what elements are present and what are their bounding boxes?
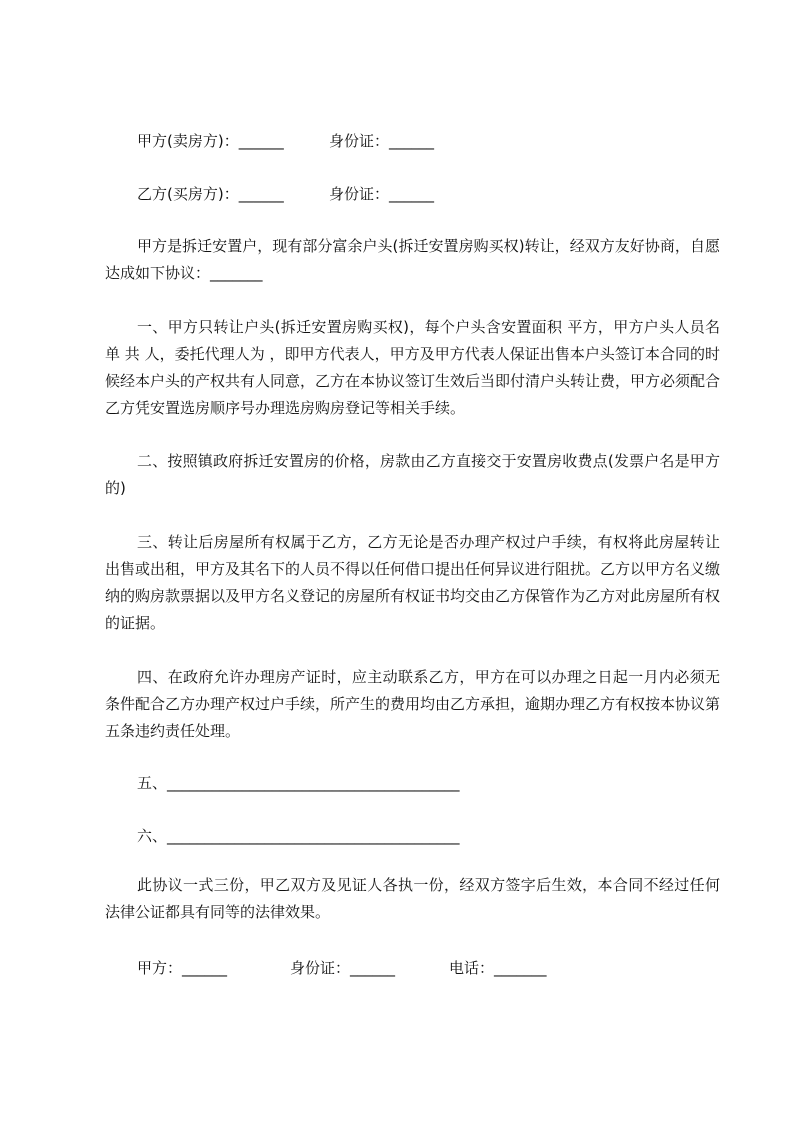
signature-party-a: 甲方：______ xyxy=(137,959,228,977)
intro-paragraph: 甲方是拆迁安置户，现有部分富余户头(拆迁安置房购买权)转让，经双方友好协商，自愿达成如下协议：_______ xyxy=(105,237,720,282)
party-a-id-label: 身份证：______ xyxy=(329,132,435,150)
clause-3: 三、转让后房屋所有权属于乙方，乙方无论是否办理产权过户手续，有权将此房屋转让出售或出租，甲方及其名下的人员不得以任何借口提出任何异议进行阻扰。乙方以甲方名义缴纳的购房款票据以及甲方名义登记的房屋所有权证书均交由乙方保管作为乙方对此房屋所有权的证据。 xyxy=(105,533,721,632)
party-a-label: 甲方(卖房方)：______ xyxy=(137,132,284,150)
closing-paragraph: 此协议一式三份，甲乙双方及见证人各执一份，经双方签字后生效，本合同不经过任何法律公证都具有同等的法律效果。 xyxy=(105,876,720,921)
clause-2: 二、按照镇政府拆迁安置房的价格，房款由乙方直接交于安置房收费点(发票户名是甲方的) xyxy=(105,452,720,497)
party-b-id-label: 身份证：______ xyxy=(329,185,435,203)
clause-4: 四、在政府允许办理房产证时，应主动联系乙方，甲方在可以办理之日起一月内必须无条件配合乙方办理产权过户手续，所产生的费用均由乙方承担，逾期办理乙方有权按本协议第五条违约责任处理。 xyxy=(105,668,721,740)
clause-6: 六、_______________________________________ xyxy=(137,827,460,845)
clause-5: 五、_______________________________________ xyxy=(137,774,460,792)
signature-id: 身份证：______ xyxy=(290,959,396,977)
signature-phone: 电话：_______ xyxy=(449,959,547,977)
party-b-label: 乙方(买房方)：______ xyxy=(137,185,284,203)
clause-1: 一、甲方只转让户头(拆迁安置房购买权)，每个户头含安置面积 平方，甲方户头人员名单 共 人，委托代理人为 ，即甲方代表人，甲方及甲方代表人保证出售本户头签订本合同的时候经本户头的产权共有人同意，乙方在本协议签订生效后当即付清户头转让费，甲方必须配合乙方凭安置选房顺序号办理选房购房登记等相关手续。 xyxy=(105,318,721,417)
